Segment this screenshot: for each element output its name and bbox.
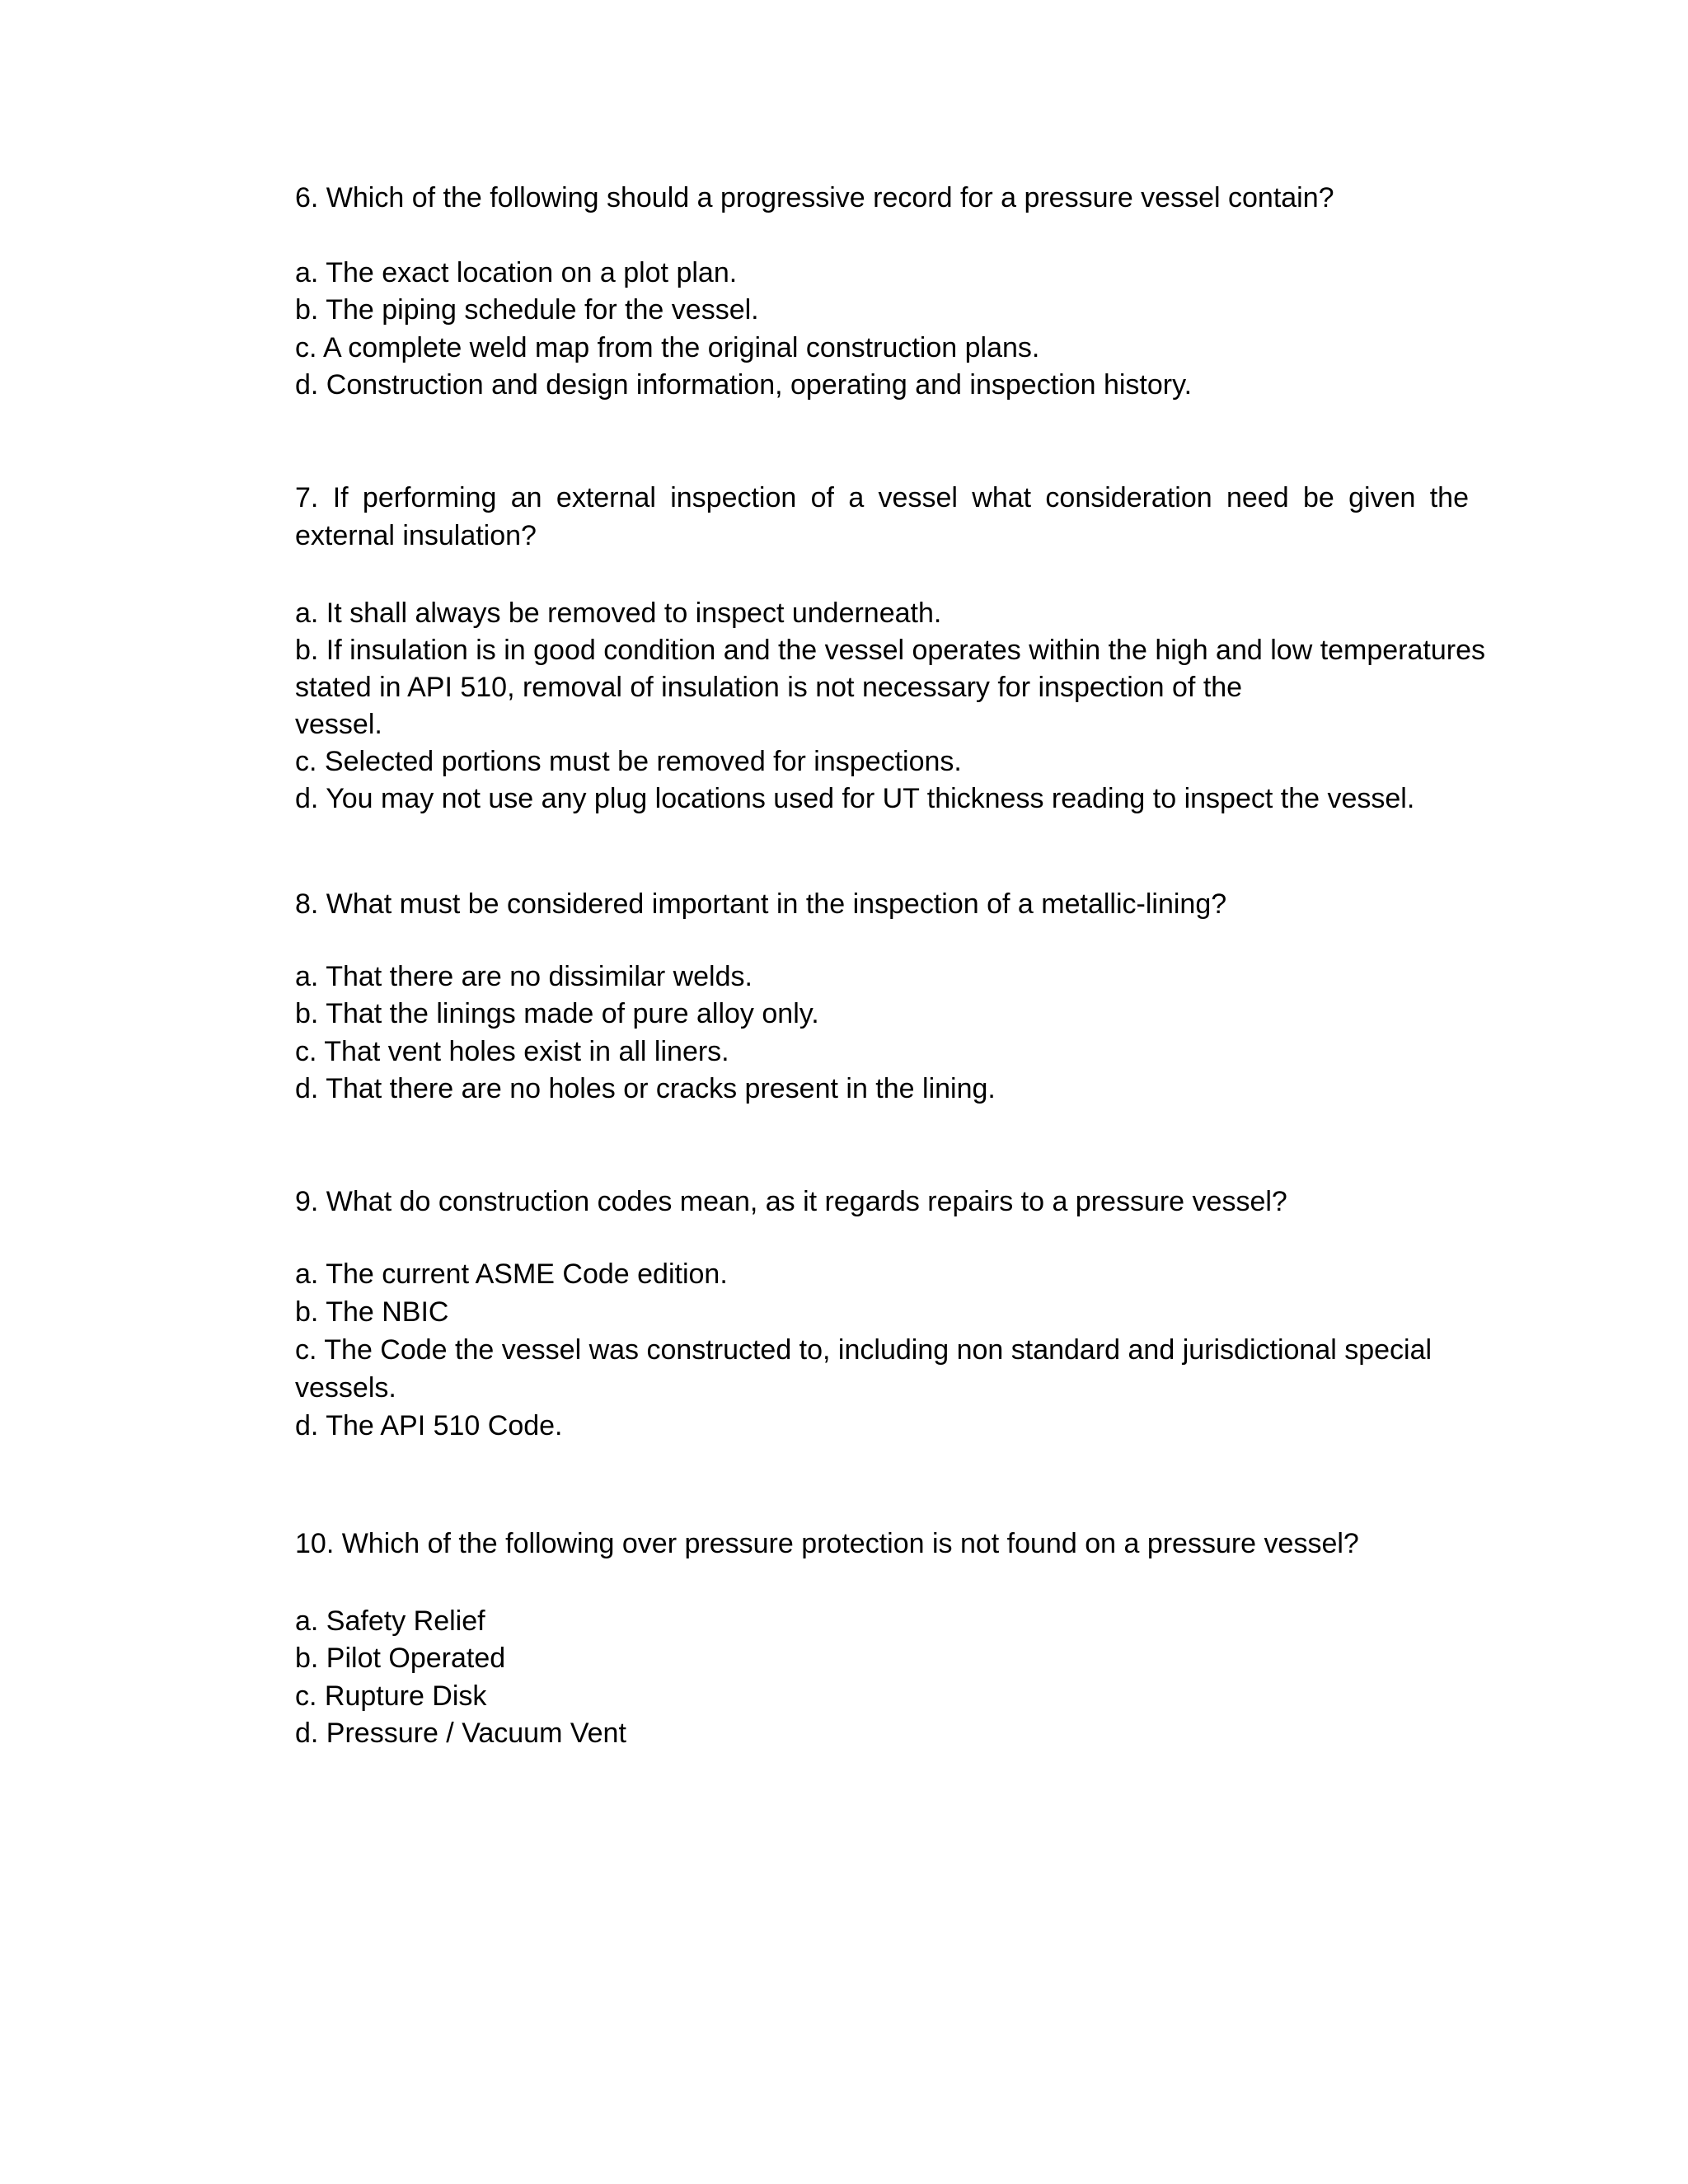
question-6-stem: 6. Which of the following should a progressive record for a pressure vessel contain? xyxy=(295,182,1334,213)
question-9-option-b: b. The NBIC xyxy=(295,1296,449,1328)
question-10-option-c: c. Rupture Disk xyxy=(295,1680,487,1712)
question-7-option-d: d. You may not use any plug locations used for UT thickness reading to inspect the vessel. xyxy=(295,783,1415,814)
question-6-option-b: b. The piping schedule for the vessel. xyxy=(295,294,759,326)
question-7-option-b-cont-1: stated in API 510, removal of insulation is not necessary for inspection of the xyxy=(295,672,1243,703)
question-10-stem: 10. Which of the following over pressure protection is not found on a pressure vessel? xyxy=(295,1528,1359,1559)
question-10-option-d: d. Pressure / Vacuum Vent xyxy=(295,1718,626,1749)
question-9-option-c-cont: vessels. xyxy=(295,1372,396,1404)
question-10-option-b: b. Pilot Operated xyxy=(295,1643,506,1674)
question-7-option-c: c. Selected portions must be removed for inspections. xyxy=(295,746,962,777)
question-6-option-d: d. Construction and design information, operating and inspection history. xyxy=(295,369,1193,401)
question-8-stem: 8. What must be considered important in the inspection of a metallic-lining? xyxy=(295,888,1227,920)
question-7-option-a: a. It shall always be removed to inspect underneath. xyxy=(295,598,942,629)
question-9-option-d: d. The API 510 Code. xyxy=(295,1410,563,1441)
question-10-option-a: a. Safety Relief xyxy=(295,1605,485,1637)
question-8-option-d: d. That there are no holes or cracks present in the lining. xyxy=(295,1073,996,1104)
question-9-option-a: a. The current ASME Code edition. xyxy=(295,1258,728,1290)
question-9-stem: 9. What do construction codes mean, as it regards repairs to a pressure vessel? xyxy=(295,1186,1287,1217)
question-8-option-b: b. That the linings made of pure alloy only. xyxy=(295,998,819,1029)
question-6-option-c: c. A complete weld map from the original construction plans. xyxy=(295,332,1040,363)
question-8-option-a: a. That there are no dissimilar welds. xyxy=(295,961,753,992)
question-7-option-b: b. If insulation is in good condition and the vessel operates within the high and low temperatures xyxy=(295,635,1486,666)
question-6-option-a: a. The exact location on a plot plan. xyxy=(295,257,738,288)
question-7-option-b-cont-2: vessel. xyxy=(295,709,382,740)
question-9-option-c: c. The Code the vessel was constructed to, including non standard and jurisdictional special xyxy=(295,1334,1432,1366)
question-8-option-c: c. That vent holes exist in all liners. xyxy=(295,1036,729,1067)
question-7-stem: 7. If performing an external inspection of a vessel what consideration need be given the external insulation? xyxy=(295,482,1469,551)
